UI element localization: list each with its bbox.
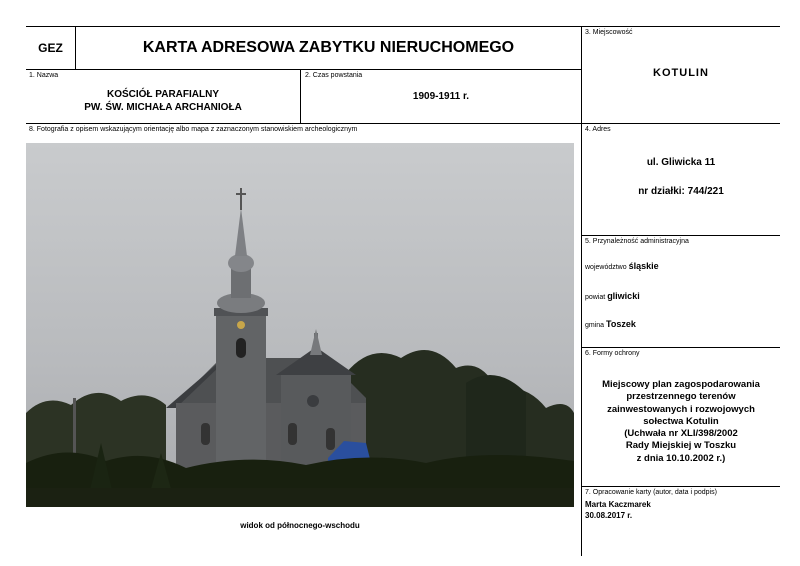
protection-line: (Uchwała nr XLI/398/2002 [624, 428, 738, 440]
admin-county [585, 291, 640, 301]
photo-caption: widok od północnego-wschodu [240, 521, 360, 530]
address-street: ul. Gliwicka 11 [646, 157, 716, 168]
card-title: KARTA ADRESOWA ZABYTKU NIERUCHOMEGO [142, 38, 515, 56]
date-label: 2. Czas powstania [305, 72, 363, 79]
name-label: 1. Nazwa [29, 72, 59, 79]
address-parcel: nr działki: 744/221 [638, 186, 724, 197]
name-value [26, 88, 300, 114]
address-label: 4. Adres [585, 126, 611, 133]
name-line-2: PW. ŚW. MICHAŁA ARCHANIOŁA [84, 102, 242, 113]
card-code: GEZ [38, 40, 63, 55]
voivodeship-prefix: województwo [585, 264, 627, 271]
admin-label: 5. Przynależność administracyjna [585, 238, 689, 245]
protection-line: przestrzennego terenów [626, 391, 736, 403]
date-value: 1909-1911 r. [412, 91, 470, 102]
photo-label: 8. Fotografia z opisem wskazującym orientację albo mapa z zaznaczonym stanowiskiem archeologicznym [29, 126, 358, 133]
compiled-author: Marta Kaczmarek [585, 500, 651, 509]
locality-label: 3. Miejscowość [585, 29, 633, 36]
compiled-date: 30.08.2017 r. [585, 511, 633, 520]
commune-value: Toszek [606, 319, 636, 329]
voivodeship-value: śląskie [628, 261, 659, 271]
commune-prefix: gmina [585, 322, 605, 329]
protection-value [582, 379, 780, 465]
locality-value: KOTULIN [653, 67, 709, 79]
protection-line: Miejscowy plan zagospodarowania [602, 379, 760, 390]
protection-line: zainwestowanych i rozwojowych [607, 403, 755, 415]
county-value: gliwicki [607, 291, 640, 301]
protection-line: Rady Miejskiej w Toszku [625, 440, 737, 452]
protection-label: 6. Formy ochrony [585, 350, 640, 357]
compiled-label: 7. Opracowanie karty (autor, data i podpis) [585, 489, 717, 496]
county-prefix: powiat [585, 294, 606, 301]
protection-line: z dnia 10.10.2002 r.) [636, 452, 726, 464]
church-photo [26, 143, 574, 507]
admin-commune [585, 319, 636, 329]
protection-line: sołectwa Kotulin [643, 415, 719, 427]
admin-voivodeship [585, 261, 659, 271]
name-line-1: KOŚCIÓŁ PARAFIALNY [106, 89, 220, 100]
